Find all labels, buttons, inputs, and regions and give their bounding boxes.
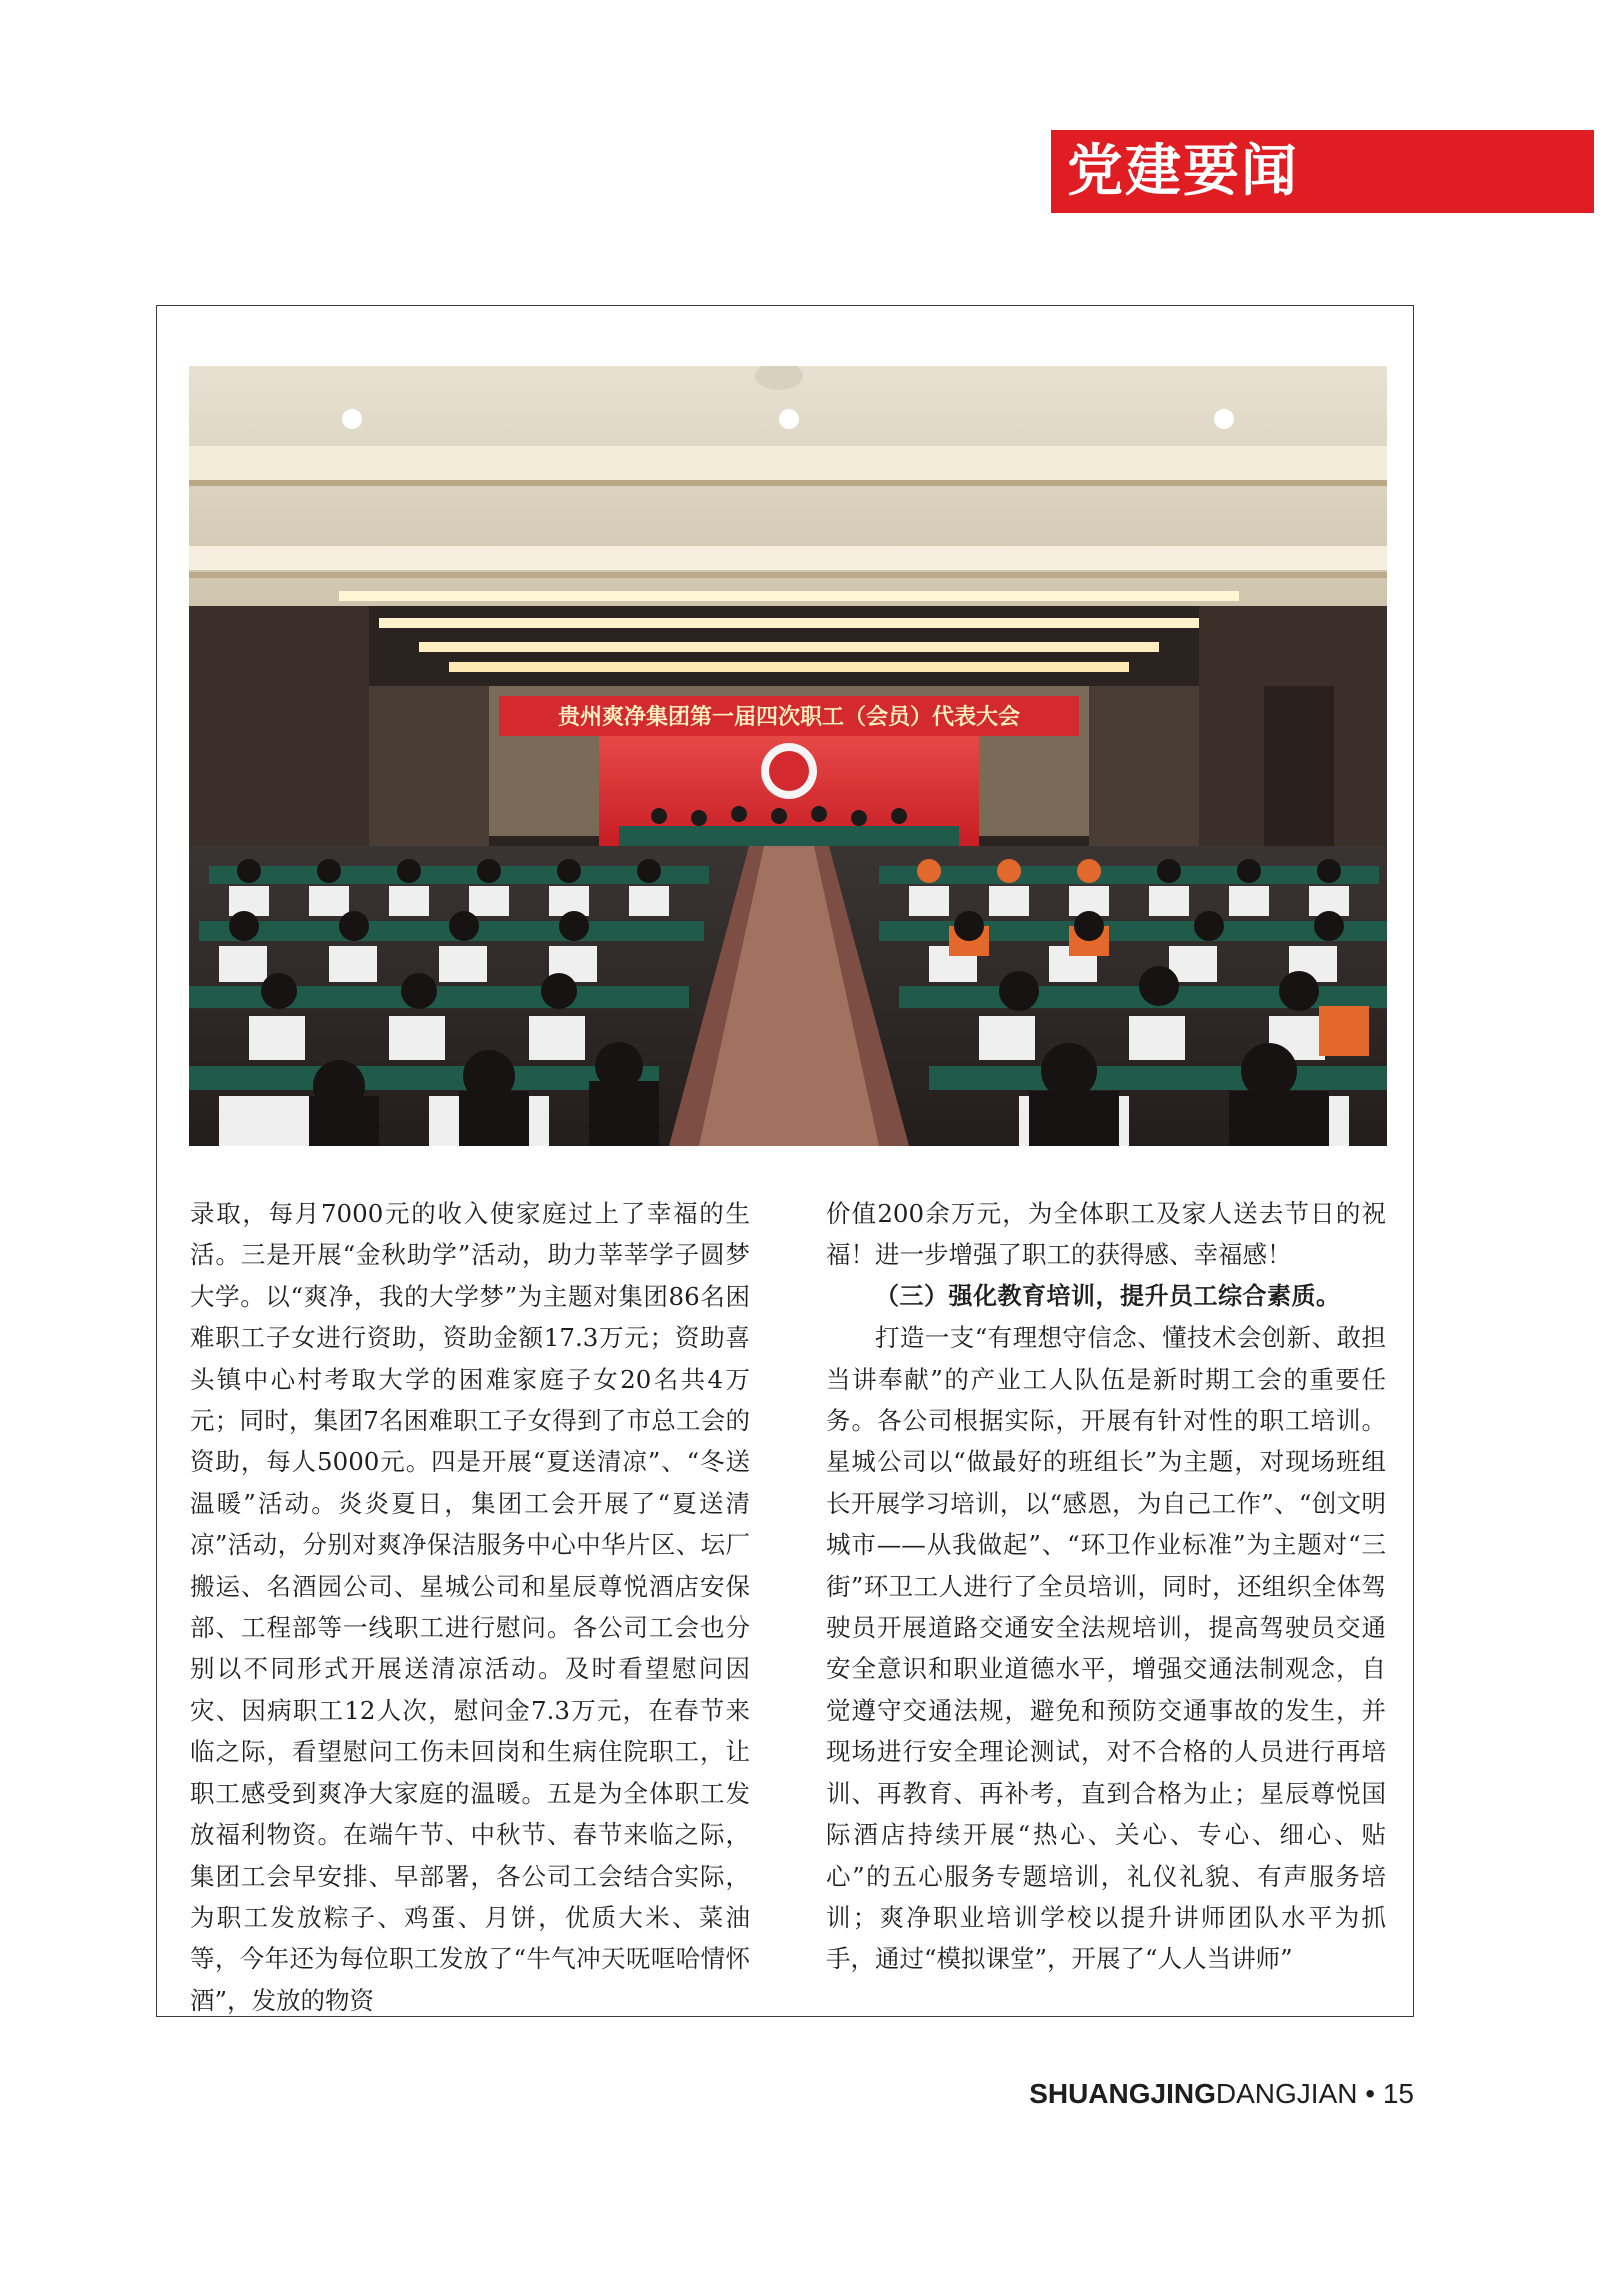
stage-banner-text: 贵州爽净集团第一届四次职工（会员）代表大会: [557, 705, 1021, 730]
footer-separator: •: [1365, 2078, 1376, 2109]
footer-brand-bold: SHUANGJING: [1029, 2078, 1216, 2109]
left-column: [190, 1193, 750, 2021]
section-title: 党建要闻: [1067, 138, 1299, 204]
left-paragraph: 录取，每月7000元的收入使家庭过上了幸福的生活。三是开展“金秋助学”活动，助力莘莘学子圆梦大学。以“爽净，我的大学梦”为主题对集团86名困难职工子女进行资助，资助金额17.3万元；资助喜头镇中心村考取大学的困难家庭子女20名共4万元；同时，集团7名困难职工子女得到了市总工会的资助，每人5000元。四是开展“夏送清凉”、“冬送温暖”活动。炎炎夏日，集团工会开展了“夏送清凉”活动，分别对爽净保洁服务中心中华片区、坛厂搬运、名酒园公司、星城公司和星辰尊悦酒店安保部、工程部等一线职工进行慰问。各公司工会也分别以不同形式开展送清凉活动。及时看望慰问因灾、因病职工12人次，慰问金7.3万元，在春节来临之际，看望慰问工伤未回岗和生病住院职工，让职工感受到爽净大家庭的温暖。五是为全体职工发放福利物资。在端午节、中秋节、春节来临之际，集团工会早安排、早部署，各公司工会结合实际，为职工发放粽子、鸡蛋、月饼，优质大米、菜油等，今年还为每位职工发放了“牛气冲天呒哐哈情怀酒”，发放的物资: [190, 1199, 750, 2015]
right-paragraph-1: 价值200余万元，为全体职工及家人送去节日的祝福！进一步增强了职工的获得感、幸福感！: [826, 1199, 1386, 1270]
page-footer: [1029, 2078, 1414, 2110]
section-banner: [1051, 130, 1594, 213]
right-subheading: （三）强化教育培训，提升员工综合素质。: [875, 1281, 1341, 1310]
conference-photo: [189, 366, 1387, 1146]
right-paragraph-2: 打造一支“有理想守信念、懂技术会创新、敢担当讲奉献”的产业工人队伍是新时期工会的重要任务。各公司根据实际，开展有针对性的职工培训。星城公司以“做最好的班组长”为主题，对现场班组长开展学习培训，以“感恩，为自己工作”、“创文明城市——从我做起”、“环卫作业标准”为主题对“三街”环卫工人进行了全员培训，同时，还组织全体驾驶员开展道路交通安全法规培训，提高驾驶员交通安全意识和职业道德水平，增强交通法制观念，自觉遵守交通法规，避免和预防交通事故的发生，并现场进行安全理论测试，对不合格的人员进行再培训、再教育、再补考，直到合格为止；星辰尊悦国际酒店持续开展“热心、关心、专心、细心、贴心”的五心服务专题培训，礼仪礼貌、有声服务培训；爽净职业培训学校以提升讲师团队水平为抓手，通过“模拟课堂”，开展了“人人当讲师”: [826, 1323, 1386, 1974]
page-number: 15: [1382, 2078, 1414, 2109]
footer-brand-light: DANGJIAN: [1215, 2078, 1358, 2109]
right-column: [826, 1193, 1386, 1980]
